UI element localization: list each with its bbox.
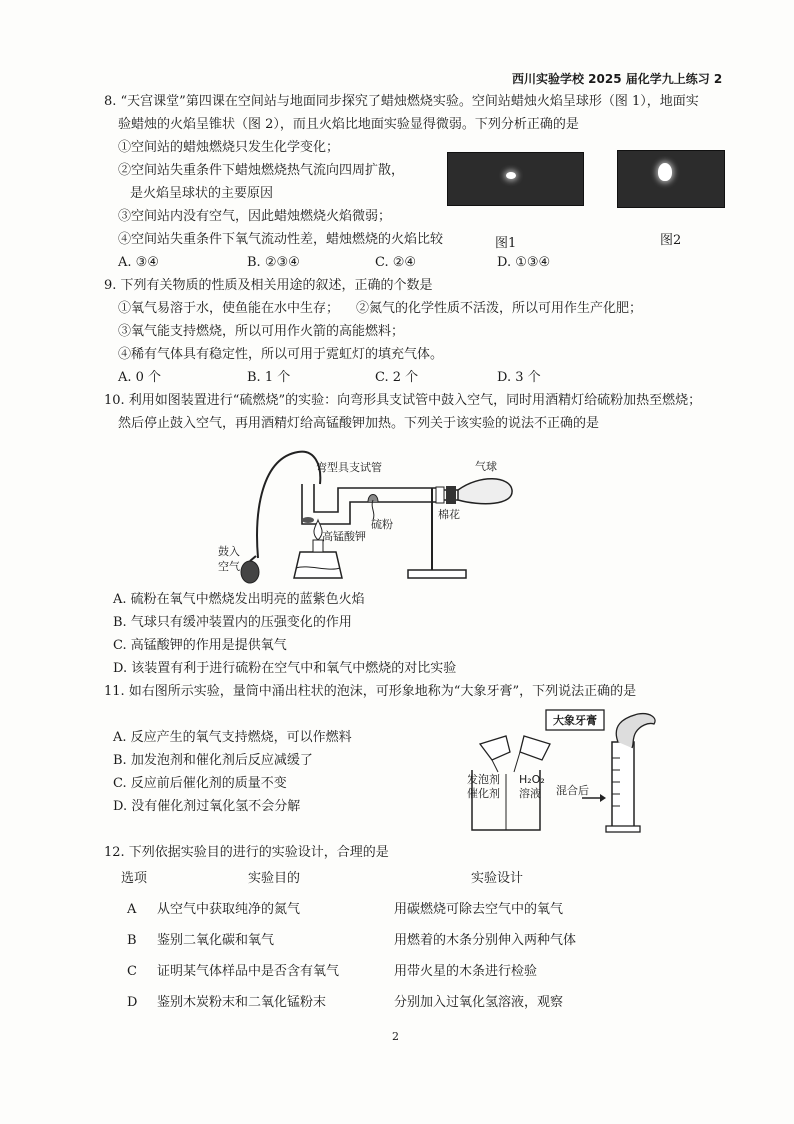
cell-option: B (127, 933, 137, 948)
table-row (0, 964, 794, 994)
cell-purpose: 鉴别二氧化碳和氧气 (157, 933, 275, 948)
elephant-toothpaste-diagram (462, 708, 662, 836)
label-solution: 溶液 (519, 787, 541, 800)
figure-2-photo (617, 150, 725, 208)
conical-flame-icon (658, 163, 672, 181)
label-sulfur: 硫粉 (371, 518, 393, 531)
header-option: 选项 (121, 871, 148, 886)
cell-option: C (127, 964, 137, 979)
spherical-flame-icon (506, 172, 516, 179)
label-balloon: 气球 (475, 460, 497, 473)
cell-design: 用燃着的木条分别伸入两种气体 (394, 933, 577, 948)
label-elephant-toothpaste: 大象牙膏 (553, 714, 597, 727)
page-header: 西川实验学校 2025 届化学九上练习 2 (512, 72, 723, 86)
header-purpose: 实验目的 (248, 871, 301, 886)
figure-1-caption: 图1 (495, 236, 517, 251)
q9-option-c: C. 2 个 (375, 370, 419, 385)
table-row (0, 995, 794, 1025)
cell-design: 用碳燃烧可除去空气中的氧气 (394, 902, 564, 917)
q9-statement-1: ①氧气易溶于水，使鱼能在水中生存； (118, 301, 340, 316)
q8-statement-2a: ②空间站失重条件下蜡烛燃烧热气流向四周扩散， (118, 163, 405, 178)
q11-option-a: A. 反应产生的氧气支持燃烧，可以作燃料 (113, 730, 352, 745)
q8-stem-line2: 验蜡烛的火焰呈锥状（图 2），而且火焰比地面实验显得微弱。下列分析正确的是 (118, 117, 579, 132)
q8-stem-line1: 8. “天宫课堂”第四课在空间站与地面同步探究了蜡烛燃烧实验。空间站蜡烛火焰呈球形（图 1），地面实 (104, 94, 699, 109)
q10-stem-line1: 10. 利用如图装置进行“硫燃烧”的实验：向弯形具支试管中鼓入空气，同时用酒精灯给硫粉加热至燃烧； (104, 393, 702, 408)
cell-option: A (127, 902, 137, 917)
page-number: 2 (392, 1030, 399, 1043)
cell-purpose: 证明某气体样品中是否含有氧气 (157, 964, 340, 979)
q8-option-c: C. ②④ (375, 255, 417, 270)
label-air-2: 空气 (218, 560, 240, 573)
q8-statement-3: ③空间站内没有空气，因此蜡烛燃烧火焰微弱； (118, 209, 392, 224)
label-air-1: 鼓入 (218, 545, 240, 558)
cell-option: D (127, 995, 138, 1010)
q8-option-a: A. ③④ (118, 255, 159, 270)
q10-option-d: D. 该装置有利于进行硫粉在空气中和氧气中燃烧的对比实验 (113, 661, 457, 676)
q11-stem: 11. 如右图所示实验，量筒中涌出柱状的泡沫，可形象地称为“大象牙膏”，下列说法正确的是 (104, 684, 637, 699)
label-h2o2: H₂O₂ (519, 773, 545, 786)
q11-option-b: B. 加发泡剂和催化剂后反应减缓了 (113, 753, 313, 768)
label-cotton: 棉花 (438, 508, 460, 521)
q10-stem-line2: 然后停止鼓入空气，再用酒精灯给高锰酸钾加热。下列关于该实验的说法不正确的是 (118, 416, 600, 431)
q12-stem: 12. 下列依据实验目的进行的实验设计，合理的是 (104, 845, 389, 860)
cell-design: 用带火星的木条进行检验 (394, 964, 538, 979)
header-design: 实验设计 (471, 871, 524, 886)
q11-option-d: D. 没有催化剂过氧化氢不会分解 (113, 799, 301, 814)
q10-option-c: C. 高锰酸钾的作用是提供氧气 (113, 638, 287, 653)
table-row (0, 902, 794, 932)
q9-statement-3: ③氧气能支持燃烧，所以可用作火箭的高能燃料； (118, 324, 405, 339)
table-row (0, 933, 794, 963)
q10-option-b: B. 气球只有缓冲装置内的压强变化的作用 (113, 615, 352, 630)
figure-2-caption: 图2 (660, 233, 682, 248)
label-after-mixing: 混合后 (556, 784, 589, 797)
q9-statement-2: ②氮气的化学性质不活泼，所以可用作生产化肥； (356, 301, 643, 316)
cell-design: 分别加入过氧化氢溶液，观察 (394, 995, 564, 1010)
q9-statement-4: ④稀有气体具有稳定性，所以可用于霓虹灯的填充气体。 (118, 347, 444, 362)
label-catalyst: 催化剂 (467, 787, 500, 800)
q8-statement-2b: 是火焰呈球状的主要原因 (130, 186, 274, 201)
figure-1-photo (447, 152, 584, 206)
q8-option-b: B. ②③④ (247, 255, 300, 270)
table-header-row (0, 871, 794, 901)
q9-option-b: B. 1 个 (247, 370, 291, 385)
q8-statement-1: ①空间站的蜡烛燃烧只发生化学变化； (118, 140, 340, 155)
q8-option-d: D. ①③④ (497, 255, 551, 270)
label-foaming-agent: 发泡剂 (467, 773, 500, 786)
q8-statement-4: ④空间站失重条件下氧气流动性差，蜡烛燃烧的火焰比较 (118, 232, 444, 247)
q11-option-c: C. 反应前后催化剂的质量不变 (113, 776, 287, 791)
label-bent-tube: 弯型具支试管 (316, 461, 382, 474)
cell-purpose: 从空气中获取纯净的氮气 (157, 902, 301, 917)
q9-stem: 9. 下列有关物质的性质及相关用途的叙述，正确的个数是 (104, 278, 433, 293)
q9-option-d: D. 3 个 (497, 370, 541, 385)
cell-purpose: 鉴别木炭粉末和二氧化锰粉末 (157, 995, 327, 1010)
q9-option-a: A. 0 个 (118, 370, 162, 385)
label-kmno4: 高锰酸钾 (322, 530, 366, 543)
q10-option-a: A. 硫粉在氧气中燃烧发出明亮的蓝紫色火焰 (113, 592, 365, 607)
